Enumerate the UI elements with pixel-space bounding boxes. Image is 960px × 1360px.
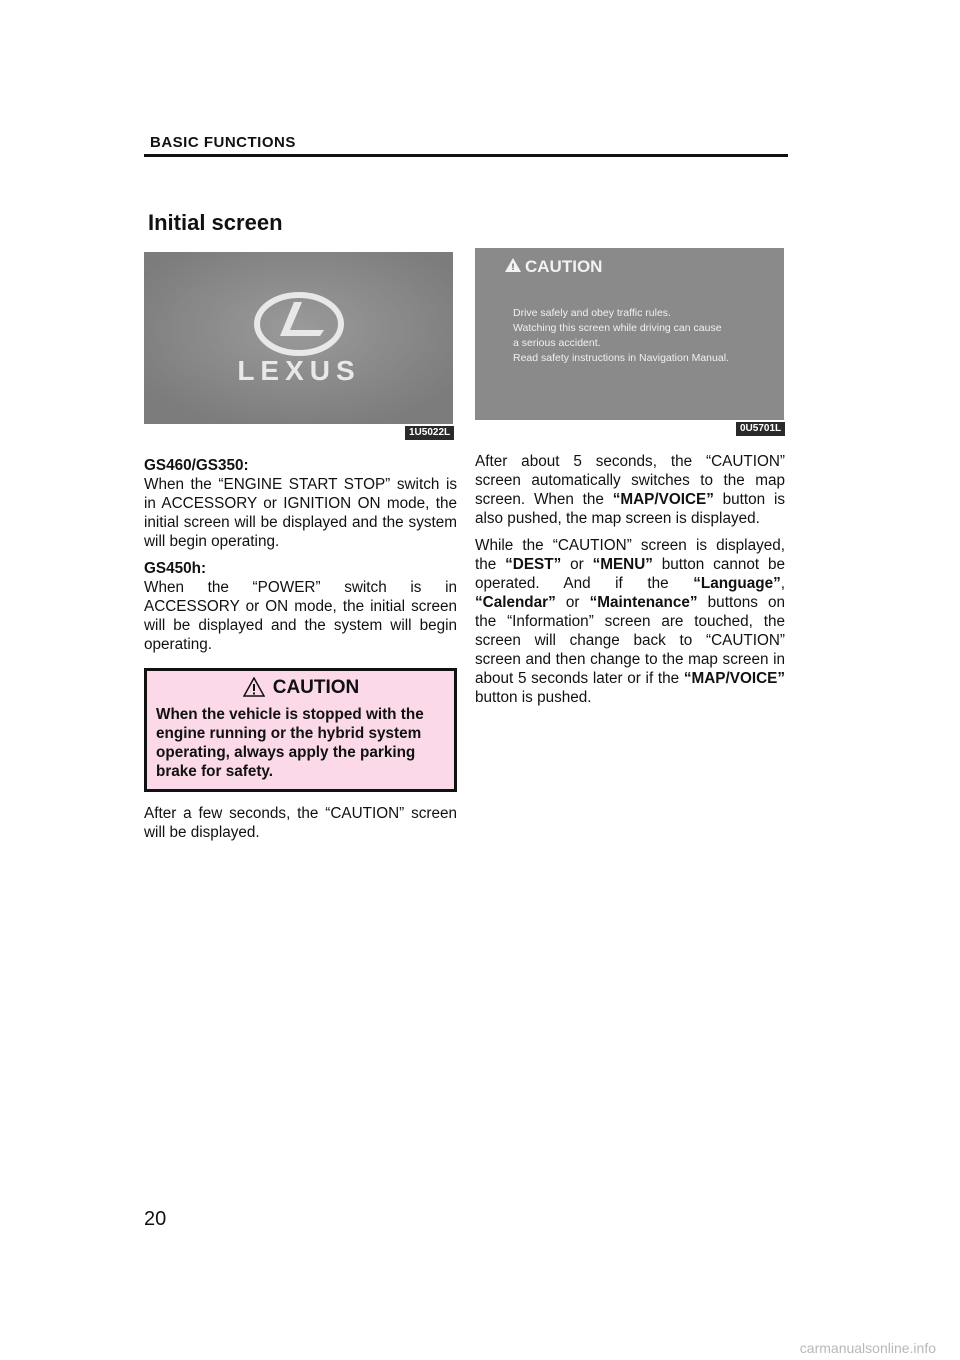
- left-column: [144, 456, 457, 850]
- header-rule: [144, 154, 788, 157]
- maintenance-button-ref: “Maintenance”: [589, 594, 698, 611]
- watermark: carmanualsonline.info: [799, 1340, 936, 1356]
- section-header: BASIC FUNCTIONS: [150, 134, 296, 151]
- text-run: or: [555, 594, 590, 611]
- caution-line-3: a serious accident.: [513, 337, 601, 349]
- page-heading: Initial screen: [148, 210, 283, 235]
- map-voice-button-ref: “MAP/VOICE”: [683, 670, 785, 687]
- gs460-label: GS460/GS350:: [144, 457, 249, 474]
- caution-line-1: Drive safely and obey traffic rules.: [513, 307, 671, 319]
- text-run: button is pushed.: [475, 689, 592, 706]
- lexus-wordmark: LEXUS: [237, 355, 361, 386]
- text-run: buttons on the “Information” screen are touched, the screen will change back to “CAUTION” screen and then change to the map screen in about 5 seconds later or if the: [475, 594, 785, 687]
- text-run: button is also pushed, the map screen is displayed.: [475, 491, 786, 527]
- gs460-text: When the “ENGINE START STOP” switch is in ACCESSORY or IGNITION ON mode, the initial screen will be displayed and the system will begin operating.: [144, 476, 457, 550]
- caution-screen-title: CAUTION: [525, 257, 603, 276]
- caution-screen-image: [475, 248, 784, 420]
- caution-box-text: When the vehicle is stopped with the engine running or the hybrid system operating, always apply the parking brake for safety.: [156, 706, 424, 780]
- right-paragraph-1: [475, 452, 785, 528]
- dest-button-ref: “DEST”: [505, 556, 562, 573]
- map-voice-button-ref: “MAP/VOICE”: [612, 491, 714, 508]
- text-run: After about 5 seconds, the “CAUTION” screen automatically switches to the map screen. When the: [475, 453, 785, 508]
- page-number: 20: [144, 1208, 167, 1230]
- text-run: While the “CAUTION” screen is displayed, the: [475, 537, 785, 573]
- text-run: ,: [780, 575, 785, 592]
- image-code-initial: 1U5022L: [405, 426, 454, 440]
- warning-triangle-icon: [243, 677, 265, 697]
- initial-screen-image: [144, 252, 453, 424]
- gs450-text: When the “POWER” switch is in ACCESSORY or ON mode, the initial screen will be displayed and the system will begin operating.: [144, 579, 457, 653]
- gs450-label: GS450h:: [144, 560, 207, 577]
- caution-screen-graphic: [475, 248, 784, 420]
- caution-box-title: [156, 677, 446, 697]
- caution-line-4: Read safety instructions in Navigation Manual.: [513, 352, 729, 364]
- caution-box-title-text: CAUTION: [272, 676, 360, 698]
- text-run: or: [561, 556, 593, 573]
- language-button-ref: “Language”: [693, 575, 781, 592]
- right-column: [475, 452, 785, 715]
- gs450-paragraph: [144, 559, 457, 654]
- caution-box: [144, 668, 457, 792]
- svg-text:!: !: [511, 262, 515, 272]
- caution-line-2: Watching this screen while driving can cause: [513, 322, 722, 334]
- calendar-button-ref: “Calendar”: [475, 594, 556, 611]
- right-paragraph-2: [475, 536, 785, 707]
- gs460-paragraph: [144, 456, 457, 551]
- menu-button-ref: “MENU”: [592, 556, 653, 573]
- lexus-logo: [144, 252, 453, 424]
- image-code-caution: 0U5701L: [736, 422, 785, 436]
- text-run: button cannot be operated. And if the: [475, 556, 785, 592]
- after-paragraph: After a few seconds, the “CAUTION” screen will be displayed.: [144, 805, 457, 841]
